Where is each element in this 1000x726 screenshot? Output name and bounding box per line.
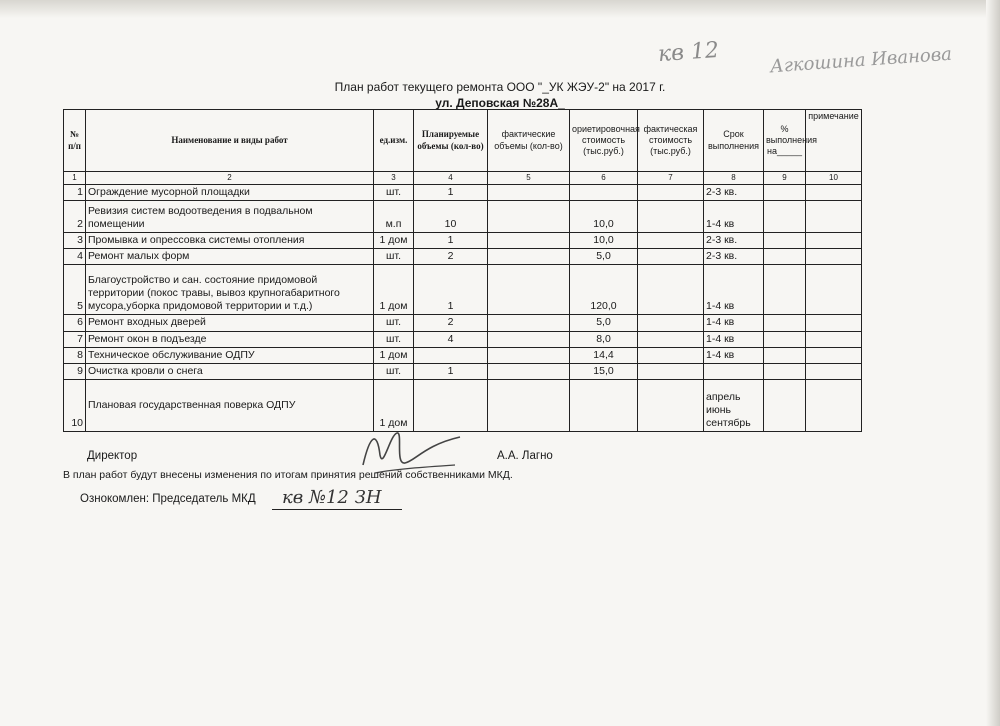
percent bbox=[764, 331, 806, 347]
unit: 1 дом bbox=[374, 265, 414, 315]
work-name: Ремонт малых форм bbox=[86, 249, 374, 265]
column-number: 2 bbox=[86, 172, 374, 185]
work-name: Ограждение мусорной площадки bbox=[86, 185, 374, 201]
work-name: Очистка кровли о снега bbox=[86, 363, 374, 379]
planned-volume: 1 bbox=[414, 185, 488, 201]
unit: шт. bbox=[374, 363, 414, 379]
estimated-cost bbox=[570, 185, 638, 201]
planned-volume: 10 bbox=[414, 201, 488, 233]
document-address: ул. Деповская №28А_ bbox=[435, 96, 565, 110]
estimated-cost: 120,0 bbox=[570, 265, 638, 315]
unit: шт. bbox=[374, 185, 414, 201]
term: апрель июнь сентябрь bbox=[704, 379, 764, 431]
term: 2-3 кв. bbox=[704, 233, 764, 249]
column-number: 4 bbox=[414, 172, 488, 185]
note bbox=[806, 185, 862, 201]
work-name: Промывка и опрессовка системы отопления bbox=[86, 233, 374, 249]
column-number: 5 bbox=[488, 172, 570, 185]
planned-volume bbox=[414, 379, 488, 431]
column-number: 1 bbox=[64, 172, 86, 185]
work-name: Ремонт окон в подъезде bbox=[86, 331, 374, 347]
percent bbox=[764, 185, 806, 201]
header-cell: % выполнения на_____ bbox=[764, 110, 806, 172]
header-cell: ориетировочная стоимость (тыс.руб.) bbox=[570, 110, 638, 172]
actual-volume bbox=[488, 379, 570, 431]
table-row bbox=[64, 265, 862, 315]
actual-cost bbox=[638, 249, 704, 265]
column-number: 7 bbox=[638, 172, 704, 185]
unit: м.п bbox=[374, 201, 414, 233]
column-number: 6 bbox=[570, 172, 638, 185]
actual-cost bbox=[638, 265, 704, 315]
table-row bbox=[64, 249, 862, 265]
column-number: 10 bbox=[806, 172, 862, 185]
handwritten-apartment-top: кв 12 bbox=[657, 37, 720, 68]
percent bbox=[764, 265, 806, 315]
row-number: 5 bbox=[64, 265, 86, 315]
estimated-cost bbox=[570, 379, 638, 431]
handwritten-chairman-mark: кв №12 ЗН bbox=[282, 487, 382, 508]
percent bbox=[764, 201, 806, 233]
actual-volume bbox=[488, 315, 570, 331]
work-name: Плановая государственная поверка ОДПУ bbox=[86, 379, 374, 431]
planned-volume: 2 bbox=[414, 315, 488, 331]
actual-cost bbox=[638, 379, 704, 431]
percent bbox=[764, 233, 806, 249]
column-number: 9 bbox=[764, 172, 806, 185]
unit: 1 дом bbox=[374, 379, 414, 431]
estimated-cost: 10,0 bbox=[570, 233, 638, 249]
estimated-cost: 8,0 bbox=[570, 331, 638, 347]
table-row bbox=[64, 315, 862, 331]
unit: шт. bbox=[374, 331, 414, 347]
row-number: 10 bbox=[64, 379, 86, 431]
table-row bbox=[64, 331, 862, 347]
work-name: Техническое обслуживание ОДПУ bbox=[86, 347, 374, 363]
actual-cost bbox=[638, 331, 704, 347]
planned-volume: 1 bbox=[414, 265, 488, 315]
estimated-cost: 5,0 bbox=[570, 249, 638, 265]
actual-volume bbox=[488, 265, 570, 315]
work-name: Ремонт входных дверей bbox=[86, 315, 374, 331]
actual-volume bbox=[488, 363, 570, 379]
row-number: 4 bbox=[64, 249, 86, 265]
term: 1-4 кв bbox=[704, 331, 764, 347]
actual-cost bbox=[638, 233, 704, 249]
actual-cost bbox=[638, 347, 704, 363]
note bbox=[806, 233, 862, 249]
percent bbox=[764, 347, 806, 363]
note bbox=[806, 201, 862, 233]
header-cell: Планируемые объемы (кол-во) bbox=[414, 110, 488, 172]
header-cell: Срок выполнения bbox=[704, 110, 764, 172]
changes-note: В план работ будут внесены изменения по итогам принятия решений собственниками МКД. bbox=[63, 469, 513, 481]
table-row bbox=[64, 363, 862, 379]
estimated-cost: 15,0 bbox=[570, 363, 638, 379]
note bbox=[806, 331, 862, 347]
note bbox=[806, 265, 862, 315]
header-cell: фактические объемы (кол-во) bbox=[488, 110, 570, 172]
percent bbox=[764, 363, 806, 379]
planned-volume: 4 bbox=[414, 331, 488, 347]
note bbox=[806, 363, 862, 379]
table-row bbox=[64, 233, 862, 249]
actual-volume bbox=[488, 201, 570, 233]
work-name: Благоустройство и сан. состояние придомовой территории (покос травы, вывоз крупногабаритного мусора,уборка придомовой территории и т.д.) bbox=[86, 265, 374, 315]
column-number: 8 bbox=[704, 172, 764, 185]
note bbox=[806, 379, 862, 431]
actual-cost bbox=[638, 185, 704, 201]
row-number: 1 bbox=[64, 185, 86, 201]
handwritten-name-top: Агкошина Иванова bbox=[769, 43, 953, 78]
table-header-row bbox=[64, 110, 862, 172]
work-name: Ревизия систем водоотведения в подвальном помещении bbox=[86, 201, 374, 233]
actual-volume bbox=[488, 185, 570, 201]
unit: шт. bbox=[374, 315, 414, 331]
actual-volume bbox=[488, 249, 570, 265]
header-cell: фактическая стоимость (тыс.руб.) bbox=[638, 110, 704, 172]
table-row bbox=[64, 379, 862, 431]
term: 1-4 кв bbox=[704, 315, 764, 331]
estimated-cost: 5,0 bbox=[570, 315, 638, 331]
director-label: Директор bbox=[87, 450, 138, 462]
header-cell: примечание bbox=[806, 110, 862, 172]
row-number: 2 bbox=[64, 201, 86, 233]
unit: шт. bbox=[374, 249, 414, 265]
table-row bbox=[64, 347, 862, 363]
acknowledged-label: Ознокомлен: Председатель МКД bbox=[80, 493, 256, 505]
director-name: А.А. Лагно bbox=[497, 450, 553, 462]
planned-volume bbox=[414, 347, 488, 363]
actual-volume bbox=[488, 331, 570, 347]
planned-volume: 1 bbox=[414, 233, 488, 249]
scan-edge-top bbox=[0, 0, 1000, 18]
header-cell: № п/п bbox=[64, 110, 86, 172]
row-number: 7 bbox=[64, 331, 86, 347]
actual-cost bbox=[638, 201, 704, 233]
percent bbox=[764, 379, 806, 431]
note bbox=[806, 315, 862, 331]
term: 1-4 кв bbox=[704, 347, 764, 363]
term: 1-4 кв bbox=[704, 265, 764, 315]
row-number: 3 bbox=[64, 233, 86, 249]
planned-volume: 1 bbox=[414, 363, 488, 379]
row-number: 9 bbox=[64, 363, 86, 379]
header-cell: ед.изм. bbox=[374, 110, 414, 172]
row-number: 6 bbox=[64, 315, 86, 331]
table-row bbox=[64, 185, 862, 201]
percent bbox=[764, 249, 806, 265]
column-number: 3 bbox=[374, 172, 414, 185]
work-plan-table bbox=[63, 109, 862, 432]
term: 1-4 кв bbox=[704, 201, 764, 233]
actual-cost bbox=[638, 363, 704, 379]
term: 2-3 кв. bbox=[704, 249, 764, 265]
unit: 1 дом bbox=[374, 233, 414, 249]
note bbox=[806, 249, 862, 265]
column-number-row bbox=[64, 172, 862, 185]
planned-volume: 2 bbox=[414, 249, 488, 265]
estimated-cost: 14,4 bbox=[570, 347, 638, 363]
signature-line bbox=[272, 509, 402, 510]
actual-cost bbox=[638, 315, 704, 331]
percent bbox=[764, 315, 806, 331]
row-number: 8 bbox=[64, 347, 86, 363]
document-title: План работ текущего ремонта ООО "_УК ЖЭУ-2" на 2017 г. bbox=[334, 80, 666, 94]
table-row bbox=[64, 201, 862, 233]
actual-volume bbox=[488, 233, 570, 249]
estimated-cost: 10,0 bbox=[570, 201, 638, 233]
header-cell: Наименование и виды работ bbox=[86, 110, 374, 172]
note bbox=[806, 347, 862, 363]
term: 2-3 кв. bbox=[704, 185, 764, 201]
unit: 1 дом bbox=[374, 347, 414, 363]
actual-volume bbox=[488, 347, 570, 363]
term bbox=[704, 363, 764, 379]
